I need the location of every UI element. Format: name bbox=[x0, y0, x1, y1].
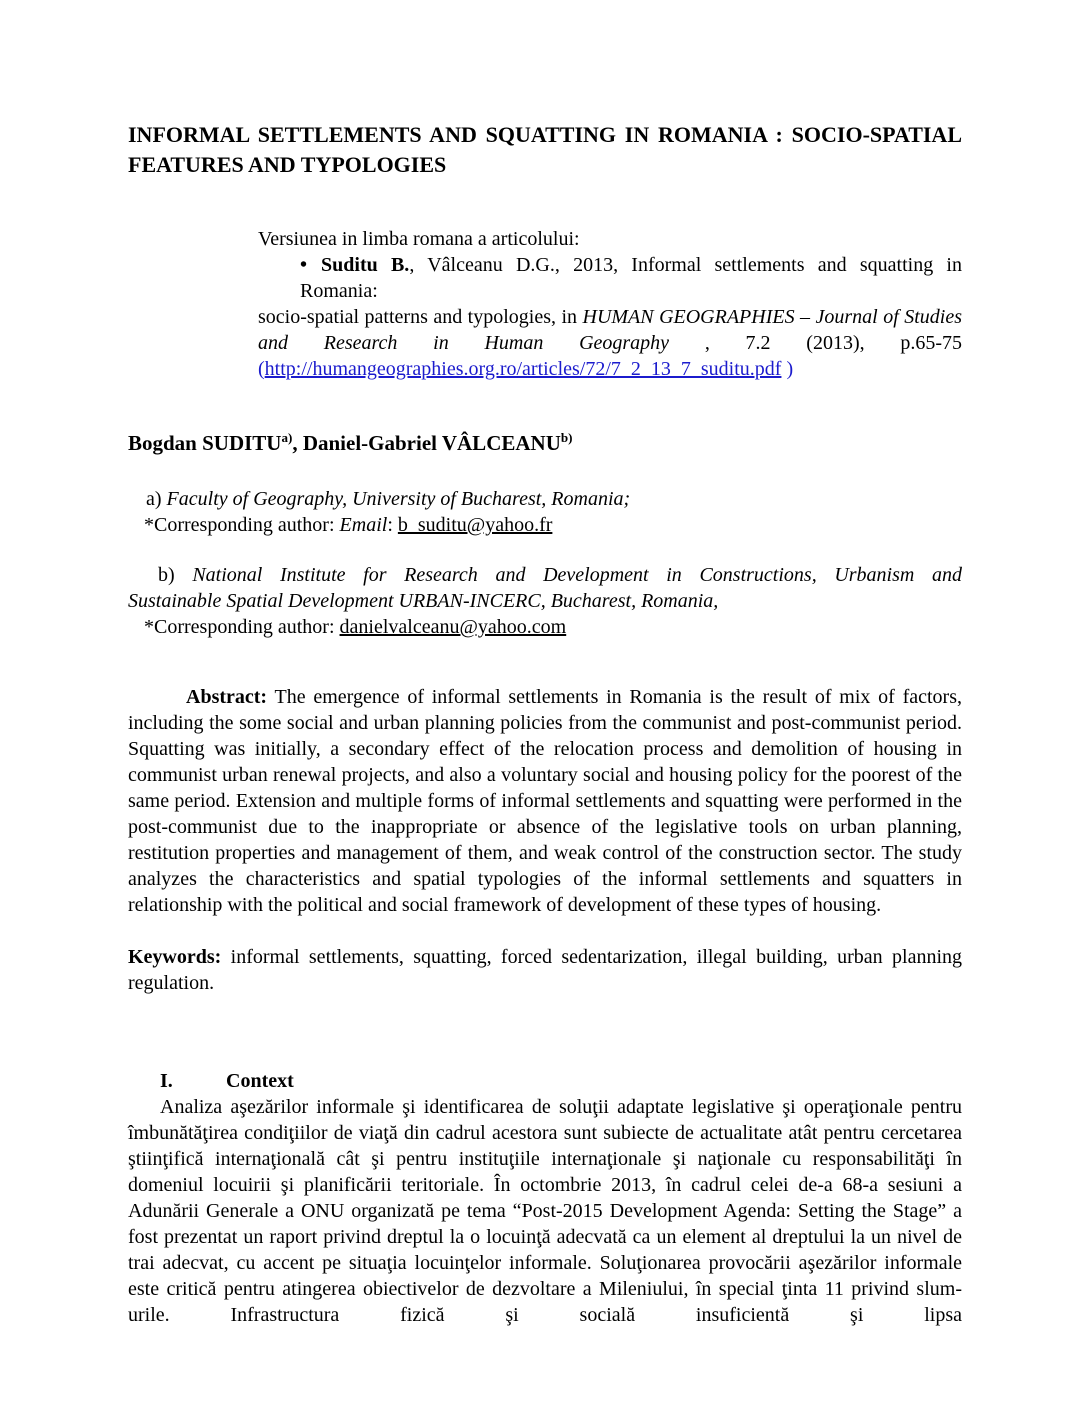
section-heading-context bbox=[128, 1068, 962, 1094]
citation-line-3 bbox=[258, 330, 962, 356]
keywords-label: Keywords: bbox=[128, 946, 222, 968]
article-pdf-url-text[interactable]: http://humangeographies.org.ro/articles/72/7_2_13_7_suditu.pdf bbox=[264, 358, 782, 380]
affiliation-b-line-1 bbox=[128, 562, 962, 588]
authors-separator: , bbox=[292, 431, 303, 455]
email-colon: : bbox=[387, 514, 398, 536]
affiliation-a-text bbox=[128, 486, 962, 512]
section-title: Context bbox=[226, 1070, 294, 1092]
affiliation-a-institution: Faculty of Geography, University of Bucharest, Romania; bbox=[166, 488, 631, 510]
citation-block bbox=[258, 226, 962, 382]
close-paren: ) bbox=[781, 358, 794, 380]
corresponding-b-prefix: *Corresponding author: bbox=[144, 616, 340, 638]
citation-bullet-item bbox=[258, 252, 962, 304]
affiliation-b-institution-part-1: National Institute for Research and Development in Constructions, Urbanism and bbox=[192, 564, 962, 586]
citation-author-bold: Suditu B. bbox=[321, 254, 410, 276]
citation-line3-volume-pages: , 7.2 (2013), p.65-75 bbox=[704, 332, 963, 354]
keywords-text: informal settlements, squatting, forced sedentarization, illegal building, urban planning regulation. bbox=[128, 946, 962, 994]
affiliation-b-label: b) bbox=[158, 564, 193, 586]
bullet-icon: • bbox=[300, 254, 308, 276]
paper-title-line-2: FEATURES AND TYPOLOGIES bbox=[128, 152, 447, 177]
corresponding-author-b bbox=[128, 614, 962, 640]
citation-url-line bbox=[258, 356, 962, 382]
author-name-2: Daniel-Gabriel VÂLCEANU bbox=[302, 431, 561, 455]
email-link-suditu[interactable]: b_suditu@yahoo.fr bbox=[397, 514, 553, 536]
abstract-label: Abstract: bbox=[186, 686, 268, 708]
citation-line1-rest: , Vâlceanu D.G., 2013, Informal settlements and squatting in Romania: bbox=[300, 254, 962, 302]
citation-line2-plain: socio-spatial patterns and typologies, in bbox=[258, 306, 578, 328]
email-label: Email bbox=[339, 514, 388, 536]
citation-line-2 bbox=[258, 304, 962, 330]
citation-line3-journal-italic: and Research in Human Geography bbox=[258, 332, 670, 354]
affiliation-b bbox=[128, 562, 962, 640]
affiliation-a bbox=[128, 486, 962, 538]
corresponding-author-a bbox=[128, 512, 962, 538]
affiliation-b-line-2: Sustainable Spatial Development URBAN-INCERC, Bucharest, Romania, bbox=[128, 590, 719, 612]
author-name-1: Bogdan SUDITU bbox=[128, 431, 282, 455]
email-link-valceanu[interactable]: danielvalceanu@yahoo.com bbox=[339, 616, 567, 638]
citation-intro: Versiunea in limba romana a articolului: bbox=[258, 228, 580, 250]
context-paragraph: Analiza aşezărilor informale şi identificarea de soluţii adaptate legislative şi operaţionale pentru îmbunătăţirea condiţiilor de viaţă din cadrul acestora sunt subiecte de actualitate atât pentru cercetarea ştiinţifică internaţională cât şi pentru instituţiile internaţionale şi naţionale cu responsabilităţi în domeniul locuirii şi planificării teritoriale. În octombrie 2013, în cadrul celei de-a 68-a sesiuni a Adunării Generale a ONU organizată pe tema “Post-2015 Development Agenda: Setting the Stage” a fost prezentat un raport privind dreptul la o locuinţă adecvată ca un element al dreptului la un nivel de trai adecvat, cu accent pe situaţia locuinţelor informale. Soluţionarea provocării aşezărilor informale este critică pentru atingerea obiectivelor de dezvoltare a Mileniului, în special ţinta 11 privind slum-urile. Infrastructura fizică şi socială insuficientă şi lipsa bbox=[128, 1096, 962, 1326]
abstract-text: The emergence of informal settlements in Romania is the result of mix of factors, including the some social and urban planning policies from the communist and post-communist period. Squatting was initially, a secondary effect of the relocation process and demolition of housing in communist urban renewal projects, and also a voluntary social and housing policy for the poorest of the same period. Extension and multiple forms of informal settlements and squatting were performed in the post-communist due to the inappropriate or absence of the legislative tools on urban planning, restitution properties and management of them, and weak control of the construction sector. The study analyzes the characteristics and spatial typologies of the informal settlements and squatters in relationship with the political and social framework of development of these types of housing. bbox=[128, 686, 962, 916]
affiliation-a-label: a) bbox=[146, 488, 167, 510]
article-pdf-link[interactable] bbox=[265, 358, 782, 380]
paper-title bbox=[128, 120, 962, 180]
keywords-paragraph bbox=[128, 944, 962, 996]
corresponding-a-prefix: *Corresponding author: bbox=[144, 514, 340, 536]
abstract-paragraph bbox=[128, 684, 962, 918]
author-affiliation-mark-1: a) bbox=[281, 430, 293, 445]
author-affiliation-mark-2: b) bbox=[560, 430, 573, 445]
citation-line2-journal-italic: HUMAN GEOGRAPHIES – Journal of Studies bbox=[582, 306, 962, 328]
section-number: I. bbox=[160, 1070, 173, 1092]
authors-line bbox=[128, 430, 962, 456]
open-paren: ( bbox=[258, 358, 265, 380]
paper-title-line-1: INFORMAL SETTLEMENTS AND SQUATTING IN ROMANIA : SOCIO-SPATIAL bbox=[128, 122, 962, 147]
